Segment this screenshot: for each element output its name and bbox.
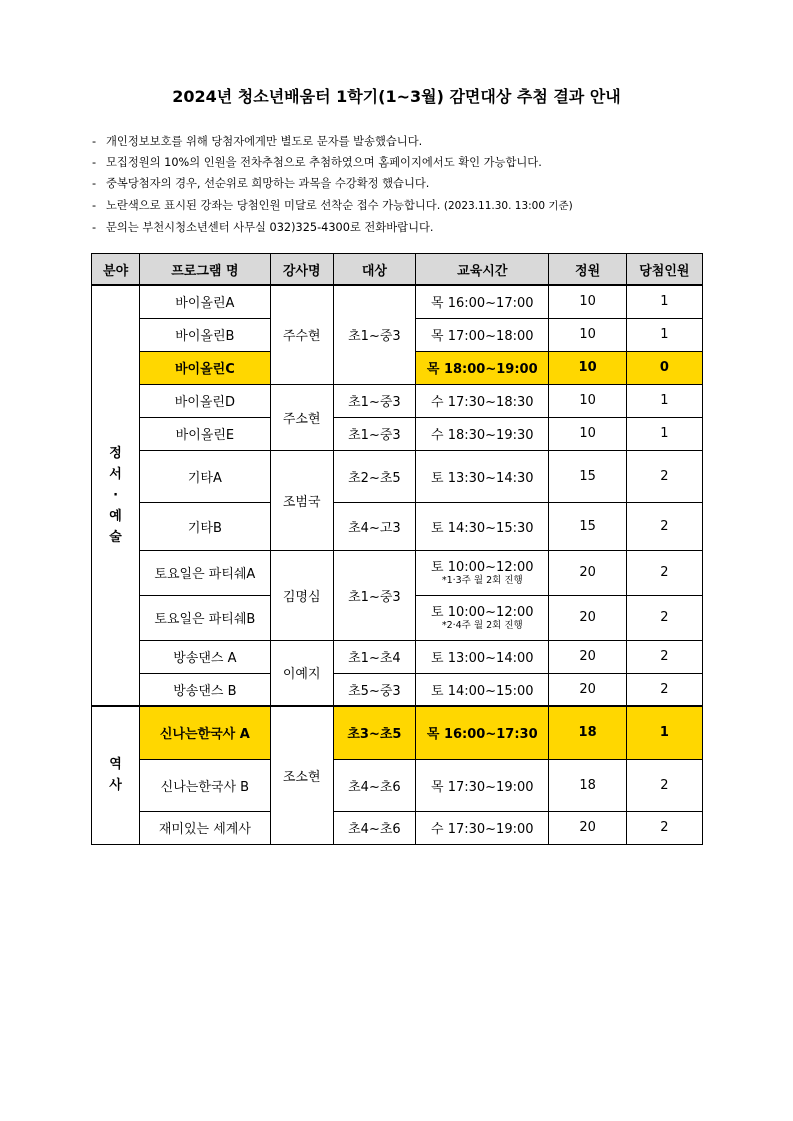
winners-count: 2	[626, 759, 702, 811]
program-name: 신나는한국사 A	[140, 706, 270, 759]
capacity: 15	[549, 502, 626, 550]
category-history	[92, 706, 140, 844]
instructor-name: 주수현	[270, 285, 333, 384]
category-char: 사	[109, 778, 122, 794]
target-group: 초1~중3	[333, 384, 415, 417]
capacity: 20	[549, 640, 626, 673]
category-char: 정	[109, 446, 122, 461]
bullet: -	[92, 177, 97, 191]
winners-count: 2	[626, 450, 702, 502]
capacity: 10	[549, 417, 626, 450]
class-time: 수 18:30~19:30	[416, 417, 549, 450]
capacity: 20	[549, 811, 626, 844]
winners-count: 2	[626, 640, 702, 673]
bullet: -	[92, 198, 97, 212]
program-name: 토요일은 파티쉐A	[140, 550, 270, 595]
target-group: 초3~초5	[333, 706, 415, 759]
header-program: 프로그램 명	[140, 254, 270, 286]
capacity: 10	[549, 285, 626, 318]
program-name: 방송댄스 A	[140, 640, 270, 673]
program-name: 방송댄스 B	[140, 673, 270, 706]
program-name: 바이올린D	[140, 384, 270, 417]
class-time: 목 16:00~17:00	[416, 285, 549, 318]
winners-count: 1	[626, 706, 702, 759]
capacity: 20	[549, 550, 626, 595]
notice-list	[92, 131, 732, 238]
program-name: 바이올린A	[140, 285, 270, 318]
table-header-row	[92, 254, 703, 286]
category-char: 역	[109, 757, 122, 773]
class-time: 토 14:00~15:00	[416, 673, 549, 706]
header-instructor: 강사명	[270, 254, 333, 286]
program-name: 토요일은 파티쉐B	[140, 595, 270, 640]
table-row	[92, 502, 703, 550]
winners-count: 2	[626, 502, 702, 550]
time-note: *1·3주 월 2회 진행	[441, 574, 523, 586]
bullet: -	[92, 135, 97, 148]
target-group: 초1~중3	[333, 417, 415, 450]
table-row	[92, 811, 703, 844]
program-name: 신나는한국사 B	[140, 759, 270, 811]
capacity: 18	[549, 706, 626, 759]
instructor-name: 김명심	[270, 550, 333, 640]
notice-text: 모집정원의 10%의 인원을 전차추첨으로 추첨하였으며 홈페이지에서도 확인 가능합니다.	[106, 156, 542, 170]
target-group: 초2~초5	[333, 450, 415, 502]
target-group: 초5~중3	[333, 673, 415, 706]
notice-item	[92, 195, 732, 217]
winners-count: 1	[626, 318, 702, 351]
capacity: 15	[549, 450, 626, 502]
notice-text: 개인정보보호를 위해 당첨자에게만 별도로 문자를 발송했습니다.	[106, 135, 423, 148]
time-text: 토 10:00~12:00	[431, 604, 534, 620]
bullet: -	[92, 220, 97, 234]
capacity: 10	[549, 318, 626, 351]
notice-text: 문의는 부천시청소년센터 사무실 032)325-4300로 전화바랍니다.	[106, 220, 434, 234]
table-row	[92, 285, 703, 318]
category-arts	[92, 285, 140, 706]
header-category: 분야	[92, 254, 140, 286]
winners-count: 1	[626, 384, 702, 417]
class-time: 토 13:30~14:30	[416, 450, 549, 502]
class-time: 수 17:30~19:00	[416, 811, 549, 844]
category-char: 술	[109, 530, 122, 545]
winners-count: 2	[626, 595, 702, 640]
category-char: 서	[109, 467, 122, 482]
table-row-highlighted	[92, 706, 703, 759]
header-target: 대상	[333, 254, 415, 286]
class-time	[416, 550, 549, 595]
instructor-name: 조소현	[270, 706, 333, 844]
winners-count: 2	[626, 550, 702, 595]
class-time: 토 13:00~14:00	[416, 640, 549, 673]
program-name: 기타A	[140, 450, 270, 502]
class-time: 목 17:00~18:00	[416, 318, 549, 351]
program-name: 바이올린E	[140, 417, 270, 450]
class-time: 목 18:00~19:00	[416, 351, 549, 384]
program-name: 바이올린C	[140, 351, 270, 384]
instructor-name: 이예지	[270, 640, 333, 706]
capacity: 10	[549, 351, 626, 384]
table-row	[92, 450, 703, 502]
table-row	[92, 550, 703, 595]
target-group: 초1~중3	[333, 285, 415, 384]
page-title: 2024년 청소년배움터 1학기(1~3월) 감면대상 추첨 결과 안내	[172, 87, 621, 106]
target-group: 초4~고3	[333, 502, 415, 550]
capacity: 18	[549, 759, 626, 811]
class-time: 수 17:30~18:30	[416, 384, 549, 417]
program-name: 바이올린B	[140, 318, 270, 351]
notice-item	[92, 131, 732, 152]
notice-item	[92, 217, 732, 238]
header-winners: 당첨인원	[626, 254, 702, 286]
notice-text: 노란색으로 표시된 강좌는 당첨인원 미달로 선착순 접수 가능합니다.	[106, 198, 441, 212]
program-name: 기타B	[140, 502, 270, 550]
table-row	[92, 759, 703, 811]
schedule-table	[91, 253, 703, 845]
class-time: 토 14:30~15:30	[416, 502, 549, 550]
capacity: 10	[549, 384, 626, 417]
target-group: 초1~초4	[333, 640, 415, 673]
winners-count: 1	[626, 285, 702, 318]
target-group: 초4~초6	[333, 759, 415, 811]
notice-timestamp: (2023.11.30. 13:00 기준)	[443, 199, 573, 212]
time-text: 토 10:00~12:00	[431, 559, 534, 575]
capacity: 20	[549, 595, 626, 640]
bullet: -	[92, 156, 97, 170]
notice-text: 중복당첨자의 경우, 선순위로 희망하는 과목을 수강확정 했습니다.	[106, 177, 430, 191]
notice-item	[92, 152, 732, 173]
class-time	[416, 595, 549, 640]
notice-item	[92, 173, 732, 194]
class-time: 목 17:30~19:00	[416, 759, 549, 811]
category-char: ·	[113, 488, 119, 503]
instructor-name: 주소현	[270, 384, 333, 450]
header-time: 교육시간	[416, 254, 549, 286]
winners-count: 2	[626, 811, 702, 844]
winners-count: 2	[626, 673, 702, 706]
winners-count: 0	[626, 351, 702, 384]
table-row	[92, 673, 703, 706]
table-row	[92, 384, 703, 417]
category-char: 예	[109, 509, 122, 524]
program-name: 재미있는 세계사	[140, 811, 270, 844]
winners-count: 1	[626, 417, 702, 450]
capacity: 20	[549, 673, 626, 706]
target-group: 초1~중3	[333, 550, 415, 640]
table-row	[92, 640, 703, 673]
class-time: 목 16:00~17:30	[416, 706, 549, 759]
table-row	[92, 417, 703, 450]
instructor-name: 조범국	[270, 450, 333, 550]
header-capacity: 정원	[549, 254, 626, 286]
target-group: 초4~초6	[333, 811, 415, 844]
time-note: *2·4주 월 2회 진행	[441, 619, 523, 631]
